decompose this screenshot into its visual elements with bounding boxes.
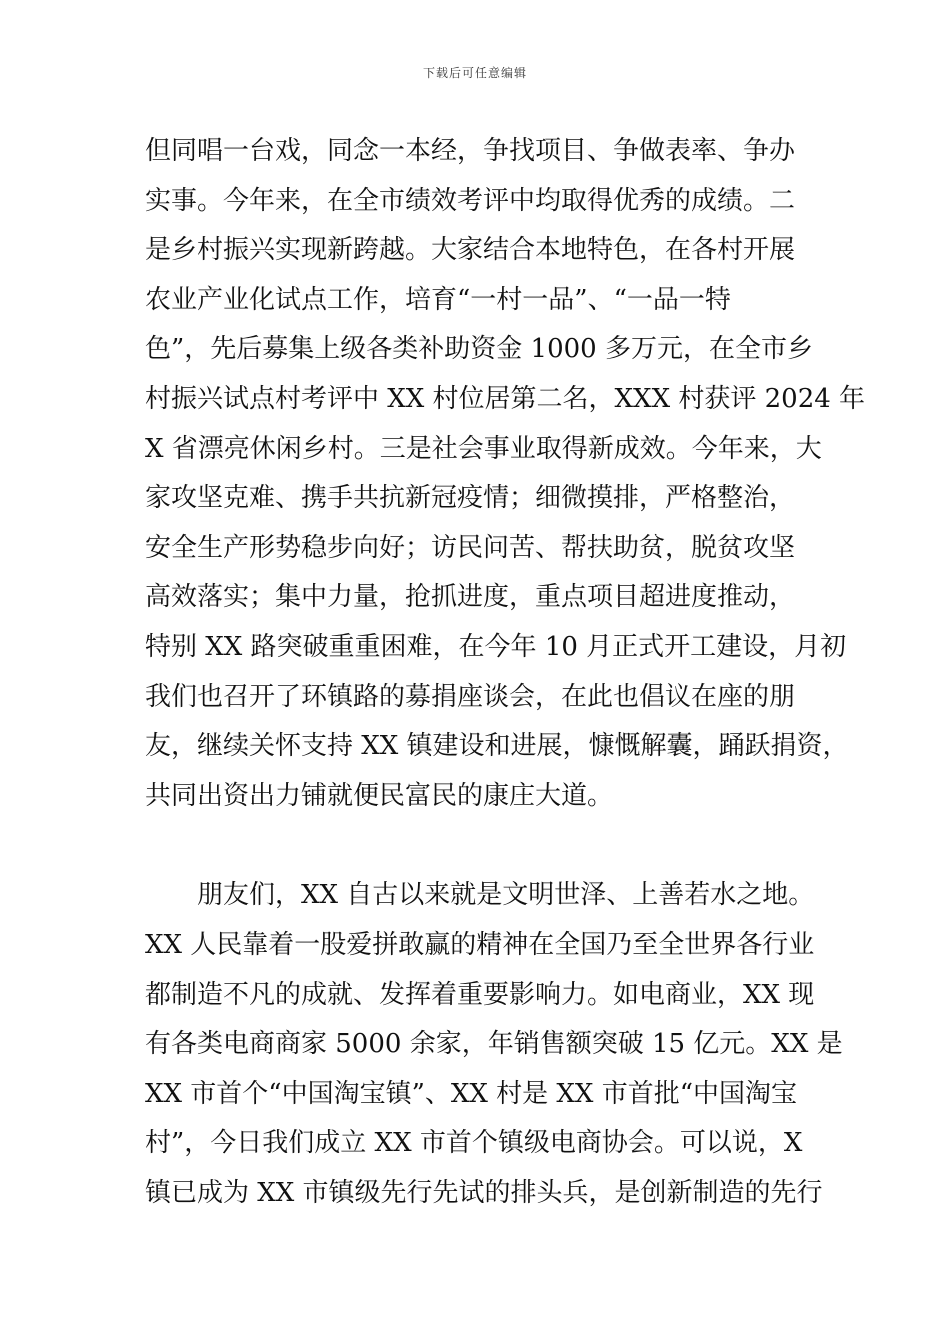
text-line: 家攻坚克难、携手共抗新冠疫情；细微摸排，严格整治， [145, 483, 796, 514]
text-line: 镇已成为 XX 市镇级先行先试的排头兵，是创新制造的先行 [145, 1177, 823, 1208]
paragraph-spacer [145, 821, 835, 871]
text-line: 村”，今日我们成立 XX 市首个镇级电商协会。可以说，X [145, 1128, 803, 1159]
body-text [145, 127, 866, 1218]
text-line: 安全生产形势稳步向好；访民问苦、帮扶助贫，脱贫攻坚 [145, 532, 796, 563]
text-line: 共同出资出力铺就便民富民的康庄大道。 [145, 780, 614, 811]
header-note: 下载后可任意编辑 [422, 66, 527, 80]
text-line: 朋友们，XX 自古以来就是文明世泽、上善若水之地。 [145, 880, 815, 911]
paragraph-2 [145, 871, 843, 1218]
text-line: 有各类电商商家 5000 余家，年销售额突破 15 亿元。XX 是 [145, 1029, 843, 1060]
text-line: 都制造不凡的成就、发挥着重要影响力。如电商业，XX 现 [145, 979, 815, 1010]
text-line: 实事。今年来，在全市绩效考评中均取得优秀的成绩。二 [145, 185, 796, 216]
text-line: 友，继续关怀支持 XX 镇建设和进展，慷慨解囊，踊跃捐资， [145, 731, 849, 762]
text-line: 村振兴试点村考评中 XX 村位居第二名，XXX 村获评 2024 年 [145, 383, 866, 414]
paragraph-1 [145, 127, 866, 821]
text-line: 农业产业化试点工作，培育“一村一品”、“一品一特 [145, 284, 731, 315]
text-line: X 省漂亮休闲乡村。三是社会事业取得新成效。今年来，大 [145, 433, 822, 464]
text-line: XX 人民靠着一股爱拼敢赢的精神在全国乃至全世界各行业 [145, 929, 815, 960]
text-line: 特别 XX 路突破重重困难，在今年 10 月正式开工建设，月初 [145, 631, 847, 662]
text-line: 但同唱一台戏，同念一本经，争找项目、争做表率、争办 [145, 136, 796, 166]
text-line: 色”，先后募集上级各类补助资金 1000 多万元，在全市乡 [145, 334, 813, 365]
text-line: 是乡村振兴实现新跨越。大家结合本地特色，在各村开展 [145, 235, 796, 266]
text-line: 高效落实；集中力量，抢抓进度，重点项目超进度推动， [145, 582, 796, 613]
text-line: XX 市首个“中国淘宝镇”、XX 村是 XX 市首批“中国淘宝 [145, 1078, 797, 1109]
text-line: 我们也召开了环镇路的募捐座谈会，在此也倡议在座的朋 [145, 681, 796, 712]
